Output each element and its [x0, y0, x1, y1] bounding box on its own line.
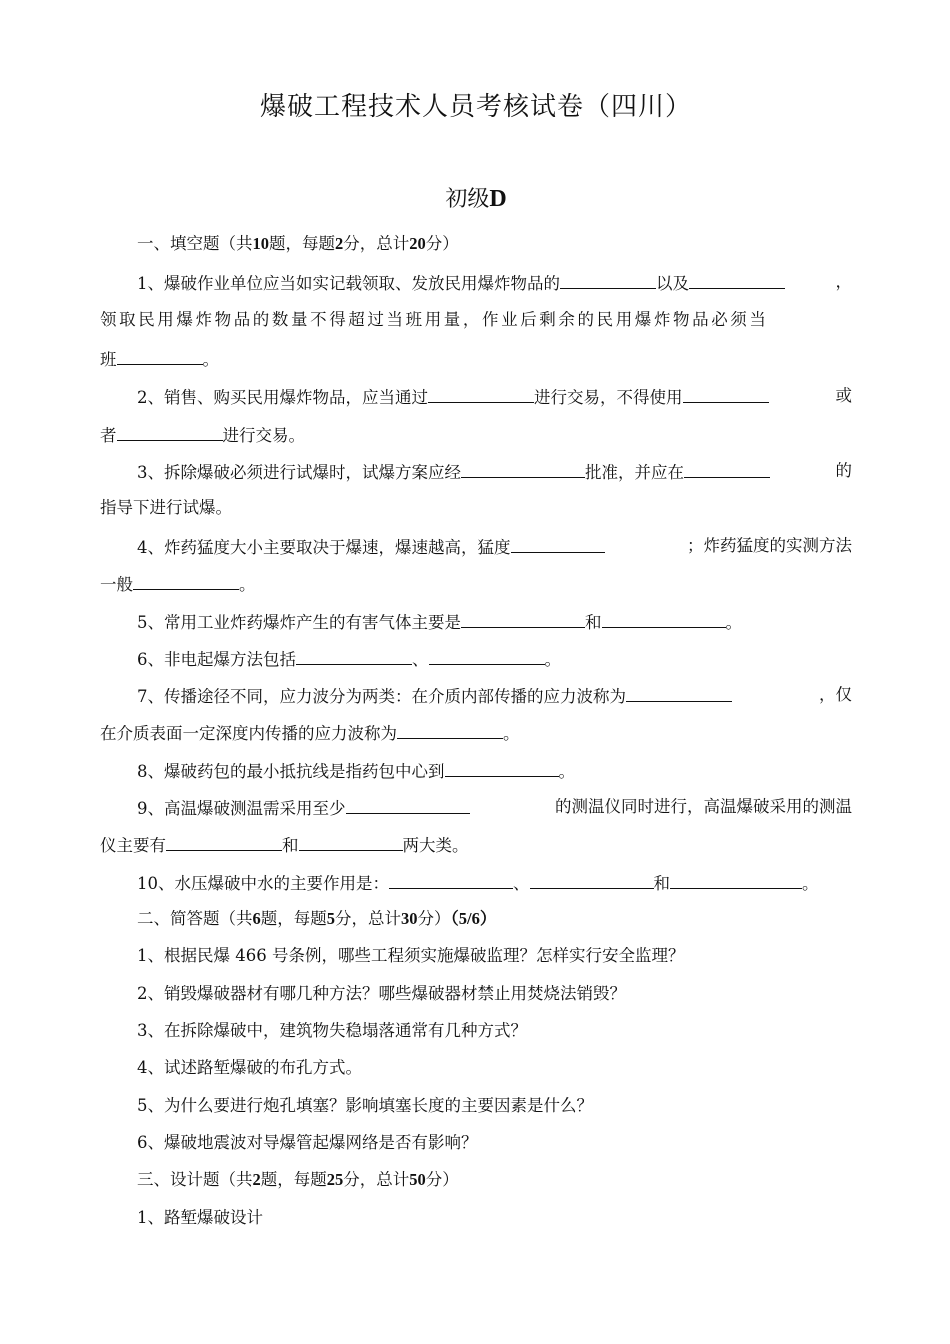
answer-blank[interactable]	[429, 646, 545, 665]
fill-question-5: 5、常用工业炸药爆炸产生的有害气体主要是 和 。	[100, 609, 852, 635]
answer-blank[interactable]	[428, 384, 534, 403]
short-question-1: 1、根据民爆 466 号条例，哪些工程须实施爆破监理？怎样实行安全监理？	[137, 946, 685, 965]
fill-question-9: 9、高温爆破测温需采用至少 的测温仪同时进行，高温爆破采用的测温	[137, 797, 852, 818]
answer-blank[interactable]	[602, 609, 726, 628]
level-heading: 初级D	[445, 186, 507, 212]
fill-question-3-line2: 指导下进行试爆。	[100, 498, 232, 517]
answer-blank[interactable]	[689, 270, 785, 289]
short-question-6: 6、爆破地震波对导爆管起爆网络是否有影响？	[137, 1133, 478, 1152]
section-3-heading: 三、设计题（共2题，每题25分，总计50分）	[137, 1170, 459, 1189]
fill-question-10: 10、水压爆破中水的主要作用是： 、 和 。	[100, 870, 852, 896]
fill-question-9-line2: 仪主要有 和 两大类。	[100, 832, 852, 858]
answer-blank[interactable]	[445, 758, 559, 777]
answer-blank[interactable]	[670, 870, 802, 889]
fill-question-2: 2、销售、购买民用爆炸物品，应当通过 进行交易，不得使用 或	[137, 386, 852, 407]
answer-blank[interactable]	[530, 870, 654, 889]
fill-question-1-line3: 班 。	[100, 346, 852, 372]
answer-blank[interactable]	[461, 609, 585, 628]
fill-question-3: 3、拆除爆破必须进行试爆时，试爆方案应经 批准，并应在 的	[137, 461, 852, 482]
fill-question-8: 8、爆破药包的最小抵抗线是指药包中心到 。	[100, 758, 852, 784]
answer-blank[interactable]	[397, 720, 503, 739]
fill-question-6: 6、非电起爆方法包括 、 。	[100, 646, 852, 672]
answer-blank[interactable]	[626, 683, 732, 702]
short-question-2: 2、销毁爆破器材有哪几种方法？哪些爆破器材禁止用焚烧法销毁？	[137, 984, 626, 1003]
page-title: 爆破工程技术人员考核试卷（四川）	[259, 92, 692, 122]
answer-blank[interactable]	[133, 571, 239, 590]
answer-blank[interactable]	[296, 646, 412, 665]
answer-blank[interactable]	[389, 870, 513, 889]
fill-question-7-line2: 在介质表面一定深度内传播的应力波称为 。	[100, 720, 852, 746]
fill-question-4: 4、炸药猛度大小主要取决于爆速，爆速越高，猛度 ；炸药猛度的实测方法	[137, 536, 852, 557]
fill-question-1-line2: 领取民用爆炸物品的数量不得超过当班用量，作业后剩余的民用爆炸物品必须当	[100, 310, 769, 329]
short-question-4: 4、试述路堑爆破的布孔方式。	[137, 1058, 362, 1077]
short-question-5: 5、为什么要进行炮孔填塞？影响填塞长度的主要因素是什么？	[137, 1096, 593, 1115]
answer-blank[interactable]	[683, 384, 769, 403]
short-question-3: 3、在拆除爆破中，建筑物失稳塌落通常有几种方式？	[137, 1021, 527, 1040]
answer-blank[interactable]	[560, 270, 656, 289]
fill-question-7: 7、传播途径不同，应力波分为两类：在介质内部传播的应力波称为 ，仅	[137, 685, 852, 706]
answer-blank[interactable]	[684, 459, 770, 478]
answer-blank[interactable]	[346, 795, 470, 814]
design-question-1: 1、路堑爆破设计	[137, 1208, 263, 1227]
answer-blank[interactable]	[166, 832, 282, 851]
fill-question-2-line2: 者 进行交易。	[100, 422, 852, 448]
answer-blank[interactable]	[299, 832, 403, 851]
answer-blank[interactable]	[117, 422, 223, 441]
section-1-heading: 一、填空题（共10题，每题2分，总计20分）	[137, 234, 459, 253]
answer-blank[interactable]	[511, 534, 605, 553]
answer-blank[interactable]	[117, 346, 203, 365]
section-2-heading: 二、简答题（共6题，每题5分，总计30分）（5/6）	[137, 909, 497, 928]
answer-blank[interactable]	[461, 459, 585, 478]
fill-question-1: 1、爆破作业单位应当如实记载领取、发放民用爆炸物品的 以及 ，	[137, 272, 852, 293]
fill-question-4-line2: 一般 。	[100, 571, 852, 597]
